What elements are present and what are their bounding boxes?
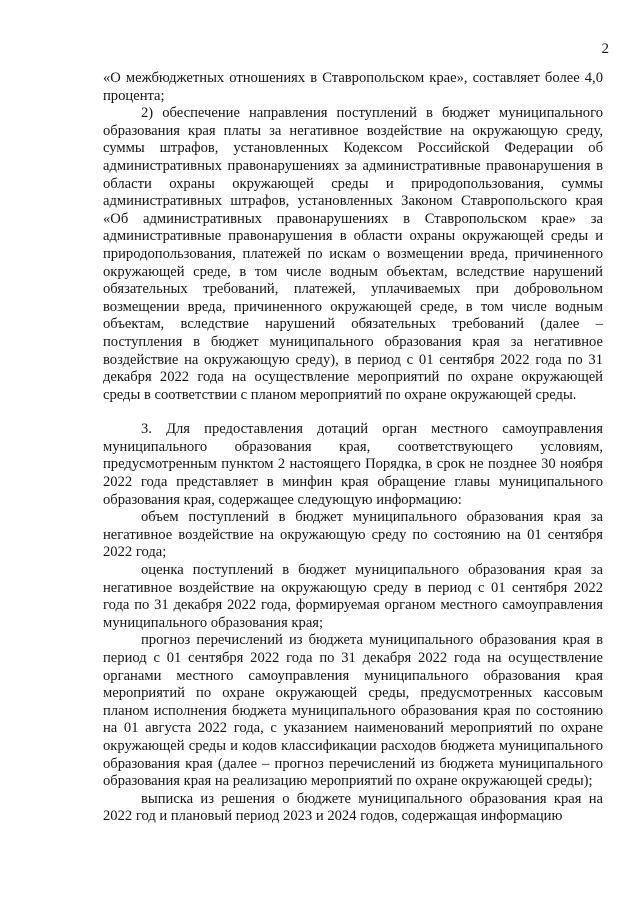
paragraph-clause-3: 3. Для предоставления дотаций орган местного самоуправления муниципального образования края, соответствующего условиям, предусмотренным пунктом 2 настоящего Порядка, в срок не позднее 30 ноября 2022 года представляет в минфин края обращение главы муниципального образования края, содержащее следующую информацию: <box>103 421 603 508</box>
paragraph-item-2: 2) обеспечение направления поступлений в бюджет муниципального образования края платы за негативное воздействие на окружающую среду, суммы штрафов, установленных Кодексом Российской Федерации об административных правонарушениях за административные правонарушения в области охраны окружающей среды и природопользования, суммы административных штрафов, установленных Законом Ставропольского края «Об административных правонарушениях в Ставропольском крае» за административные правонарушения в области охраны окружающей среды и природопользования, платежей по искам о возмещении вреда, причиненного окружающей среде, в том числе водным объектам, вследствие нарушений обязательных требований, платежей, уплачиваемых при добровольном возмещении вреда, причиненного окружающей среде, в том числе водным объектам, вследствие нарушений обязательных требований (далее – поступления в бюджет муниципального образования края за негативное воздействие на окружающую среду), в период с 01 сентября 2022 года по 31 декабря 2022 года на осуществление мероприятий по охране окружающей среды в соответствии с планом мероприятий по охране окружающей среды. <box>103 105 603 403</box>
paragraph-revenue-estimate: оценка поступлений в бюджет муниципального образования края за негативное воздействие на окружающую среду в период с 01 сентября 2022 года по 31 декабря 2022 года, формируемая органом местного самоуправления муниципального образования края; <box>103 562 603 631</box>
document-body <box>103 70 603 826</box>
paragraph-transfer-forecast: прогноз перечислений из бюджета муниципального образования края в период с 01 сентября 2022 года по 31 декабря 2022 года на осуществление органами местного самоуправления муниципального образования края мероприятий по охране окружающей среды, предусмотренных кассовым планом исполнения бюджета муниципального образования края по состоянию на 01 августа 2022 года, с указанием наименований мероприятий по охране окружающей среды и кодов классификации расходов бюджета муниципального образования края (далее – прогноз перечислений из бюджета муниципального образования края на реализацию мероприятий по охране окружающей среды); <box>103 632 603 790</box>
paragraph-budget-extract: выписка из решения о бюджете муниципального образования края на 2022 год и плановый период 2023 и 2024 годов, содержащая информацию <box>103 790 603 825</box>
paragraph-continuation: «О межбюджетных отношениях в Ставропольском крае», составляет более 4,0 процента; <box>103 70 603 104</box>
page-number: 2 <box>601 41 609 57</box>
paragraph-revenue-volume: объем поступлений в бюджет муниципального образования края за негативное воздействие на окружающую среду по состоянию на 01 сентября 2022 года; <box>103 509 603 561</box>
